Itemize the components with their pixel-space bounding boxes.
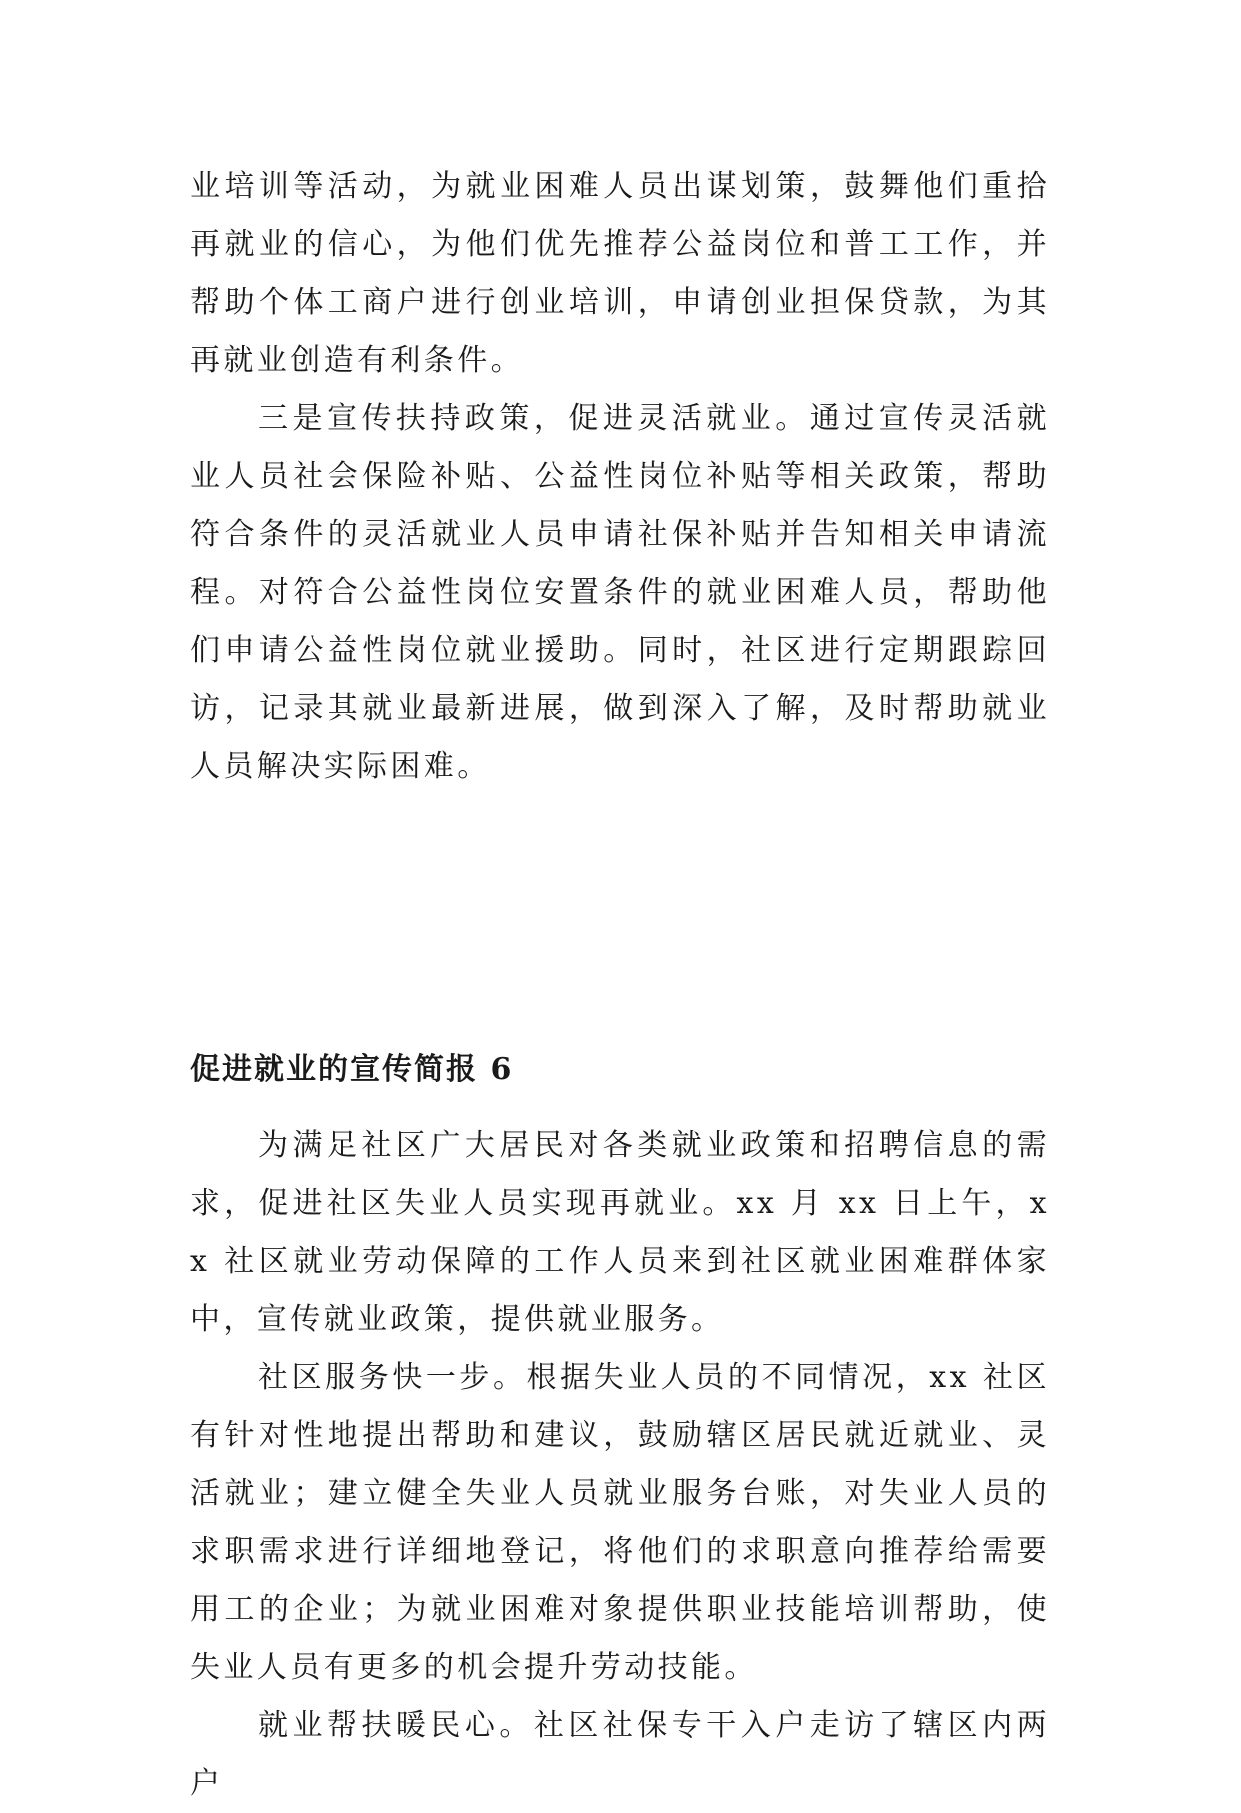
paragraph-intro: 为满足社区广大居民对各类就业政策和招聘信息的需求，促进社区失业人员实现再就业。xx 月 xx 日上午，xx 社区就业劳动保障的工作人员来到社区就业困难群体家中，宣传就业政策，提供就业服务。 — [190, 1128, 1050, 1337]
section-heading: 促进就业的宣传简报 6 — [190, 1052, 514, 1087]
paragraph-continuation: 业培训等活动，为就业困难人员出谋划策，鼓舞他们重拾再就业的信心，为他们优先推荐公益岗位和普工工作，并帮助个体工商户进行创业培训，申请创业担保贷款，为其再就业创造有利条件。 — [190, 169, 1050, 378]
paragraph-service: 社区服务快一步。根据失业人员的不同情况，xx 社区有针对性地提出帮助和建议，鼓励辖区居民就近就业、灵活就业；建立健全失业人员就业服务台账，对失业人员的求职需求进行详细地登记，将他们的求职意向推荐给需要用工的企业；为就业困难对象提供职业技能培训帮助，使失业人员有更多的机会提升劳动技能。 — [190, 1360, 1050, 1685]
paragraph-support: 就业帮扶暖民心。社区社保专干入户走访了辖区内两户 — [190, 1708, 1050, 1801]
document-body-top — [190, 158, 1050, 796]
paragraph-policy: 三是宣传扶持政策，促进灵活就业。通过宣传灵活就业人员社会保险补贴、公益性岗位补贴等相关政策，帮助符合条件的灵活就业人员申请社保补贴并告知相关申请流程。对符合公益性岗位安置条件的就业困难人员，帮助他们申请公益性岗位就业援助。同时，社区进行定期跟踪回访，记录其就业最新进展，做到深入了解，及时帮助就业人员解决实际困难。 — [190, 401, 1050, 784]
document-body-bottom — [190, 1117, 1050, 1813]
